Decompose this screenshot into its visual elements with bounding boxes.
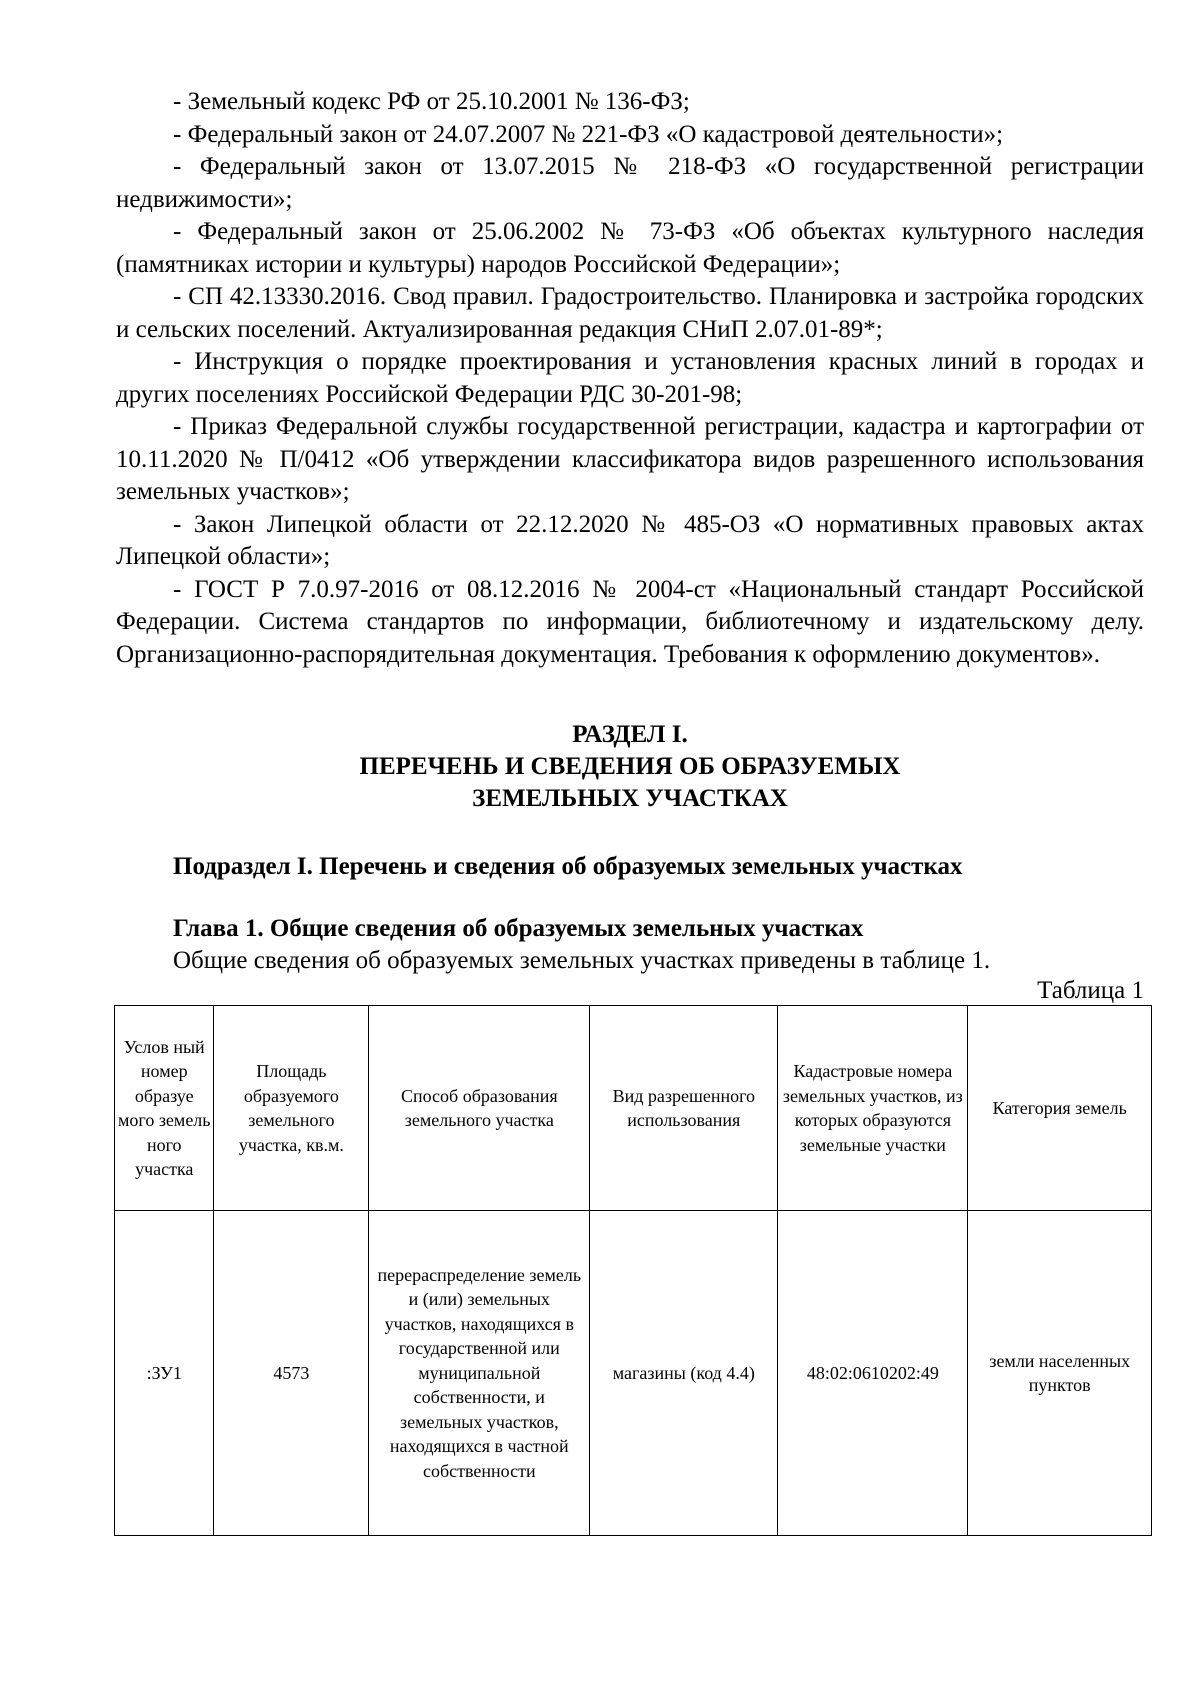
subsection-heading: Подраздел I. Перечень и сведения об образуемых земельных участках bbox=[173, 853, 963, 880]
column-header: Услов ный номер образуе мого земель ного участка bbox=[115, 1006, 214, 1211]
document-page bbox=[116, 86, 1144, 1536]
chapter-heading: Глава 1. Общие сведения об образуемых земельных участках bbox=[173, 915, 864, 942]
table-cell: перераспределение земель и (или) земельных участков, находящихся в государственной или муниципальной собственности, и земельных участков, находящихся в частной собственности bbox=[369, 1211, 590, 1536]
column-header: Способ образования земельного участка bbox=[369, 1006, 590, 1211]
column-header: Категория земель bbox=[968, 1006, 1152, 1211]
list-item: - Федеральный закон от 13.07.2015 № 218-ФЗ «О государственной регистрации недвижимости»; bbox=[116, 153, 1144, 213]
table-cell: 4573 bbox=[214, 1211, 369, 1536]
section-heading bbox=[116, 719, 1144, 815]
table-row bbox=[115, 1211, 1152, 1536]
list-item: - Закон Липецкой области от 22.12.2020 № 485-ОЗ «О нормативных правовых актах Липецкой области»; bbox=[116, 510, 1144, 570]
section-title-line-2: ЗЕМЕЛЬНЫХ УЧАСТКАХ bbox=[472, 785, 788, 812]
column-header: Площадь образуемого земельного участка, кв.м. bbox=[214, 1006, 369, 1211]
intro-text: Общие сведения об образуемых земельных участках приведены в таблице 1. bbox=[173, 947, 991, 974]
table-cell: земли населенных пунктов bbox=[968, 1211, 1152, 1536]
section-number: РАЗДЕЛ I. bbox=[572, 721, 688, 748]
section-title-line-1: ПЕРЕЧЕНЬ И СВЕДЕНИЯ ОБ ОБРАЗУЕМЫХ bbox=[359, 753, 901, 780]
table-cell: магазины (код 4.4) bbox=[590, 1211, 778, 1536]
list-item: - СП 42.13330.2016. Свод правил. Градостроительство. Планировка и застройка городских и сельских поселений. Актуализированная редакция СНиП 2.07.01-89*; bbox=[116, 283, 1144, 343]
list-item: - Федеральный закон от 25.06.2002 № 73-ФЗ «Об объектах культурного наследия (памятниках истории и культуры) народов Российской Федерации»; bbox=[116, 218, 1144, 278]
list-item: - Приказ Федеральной службы государственной регистрации, кадастра и картографии от 10.11.2020 № П/0412 «Об утверждении классификатора видов разрешенного использования земельных участков»; bbox=[116, 413, 1144, 505]
column-header: Кадастровые номера земельных участков, из которых образуются земельные участки bbox=[778, 1006, 968, 1211]
table-caption: Таблица 1 bbox=[1037, 977, 1144, 1004]
table-cell: :ЗУ1 bbox=[115, 1211, 214, 1536]
table-header-row bbox=[115, 1006, 1152, 1211]
list-item: - Федеральный закон от 24.07.2007 № 221-ФЗ «О кадастровой деятельности»; bbox=[173, 120, 1004, 148]
list-item: - Инструкция о порядке проектирования и установления красных линий в городах и других поселениях Российской Федерации РДС 30-201-98; bbox=[116, 348, 1144, 408]
land-plots-table bbox=[114, 1005, 1152, 1536]
list-item: - ГОСТ Р 7.0.97-2016 от 08.12.2016 № 2004-ст «Национальный стандарт Российской Федерации. Система стандартов по информации, библиотечному и издательскому делу. Организационно-распорядительная документация. Требования к оформлению документов». bbox=[116, 575, 1144, 668]
list-item: - Земельный кодекс РФ от 25.10.2001 № 136-ФЗ; bbox=[173, 88, 690, 115]
legal-basis-list bbox=[116, 86, 1144, 671]
column-header: Вид разрешенного использования bbox=[590, 1006, 778, 1211]
table-cell: 48:02:0610202:49 bbox=[778, 1211, 968, 1536]
